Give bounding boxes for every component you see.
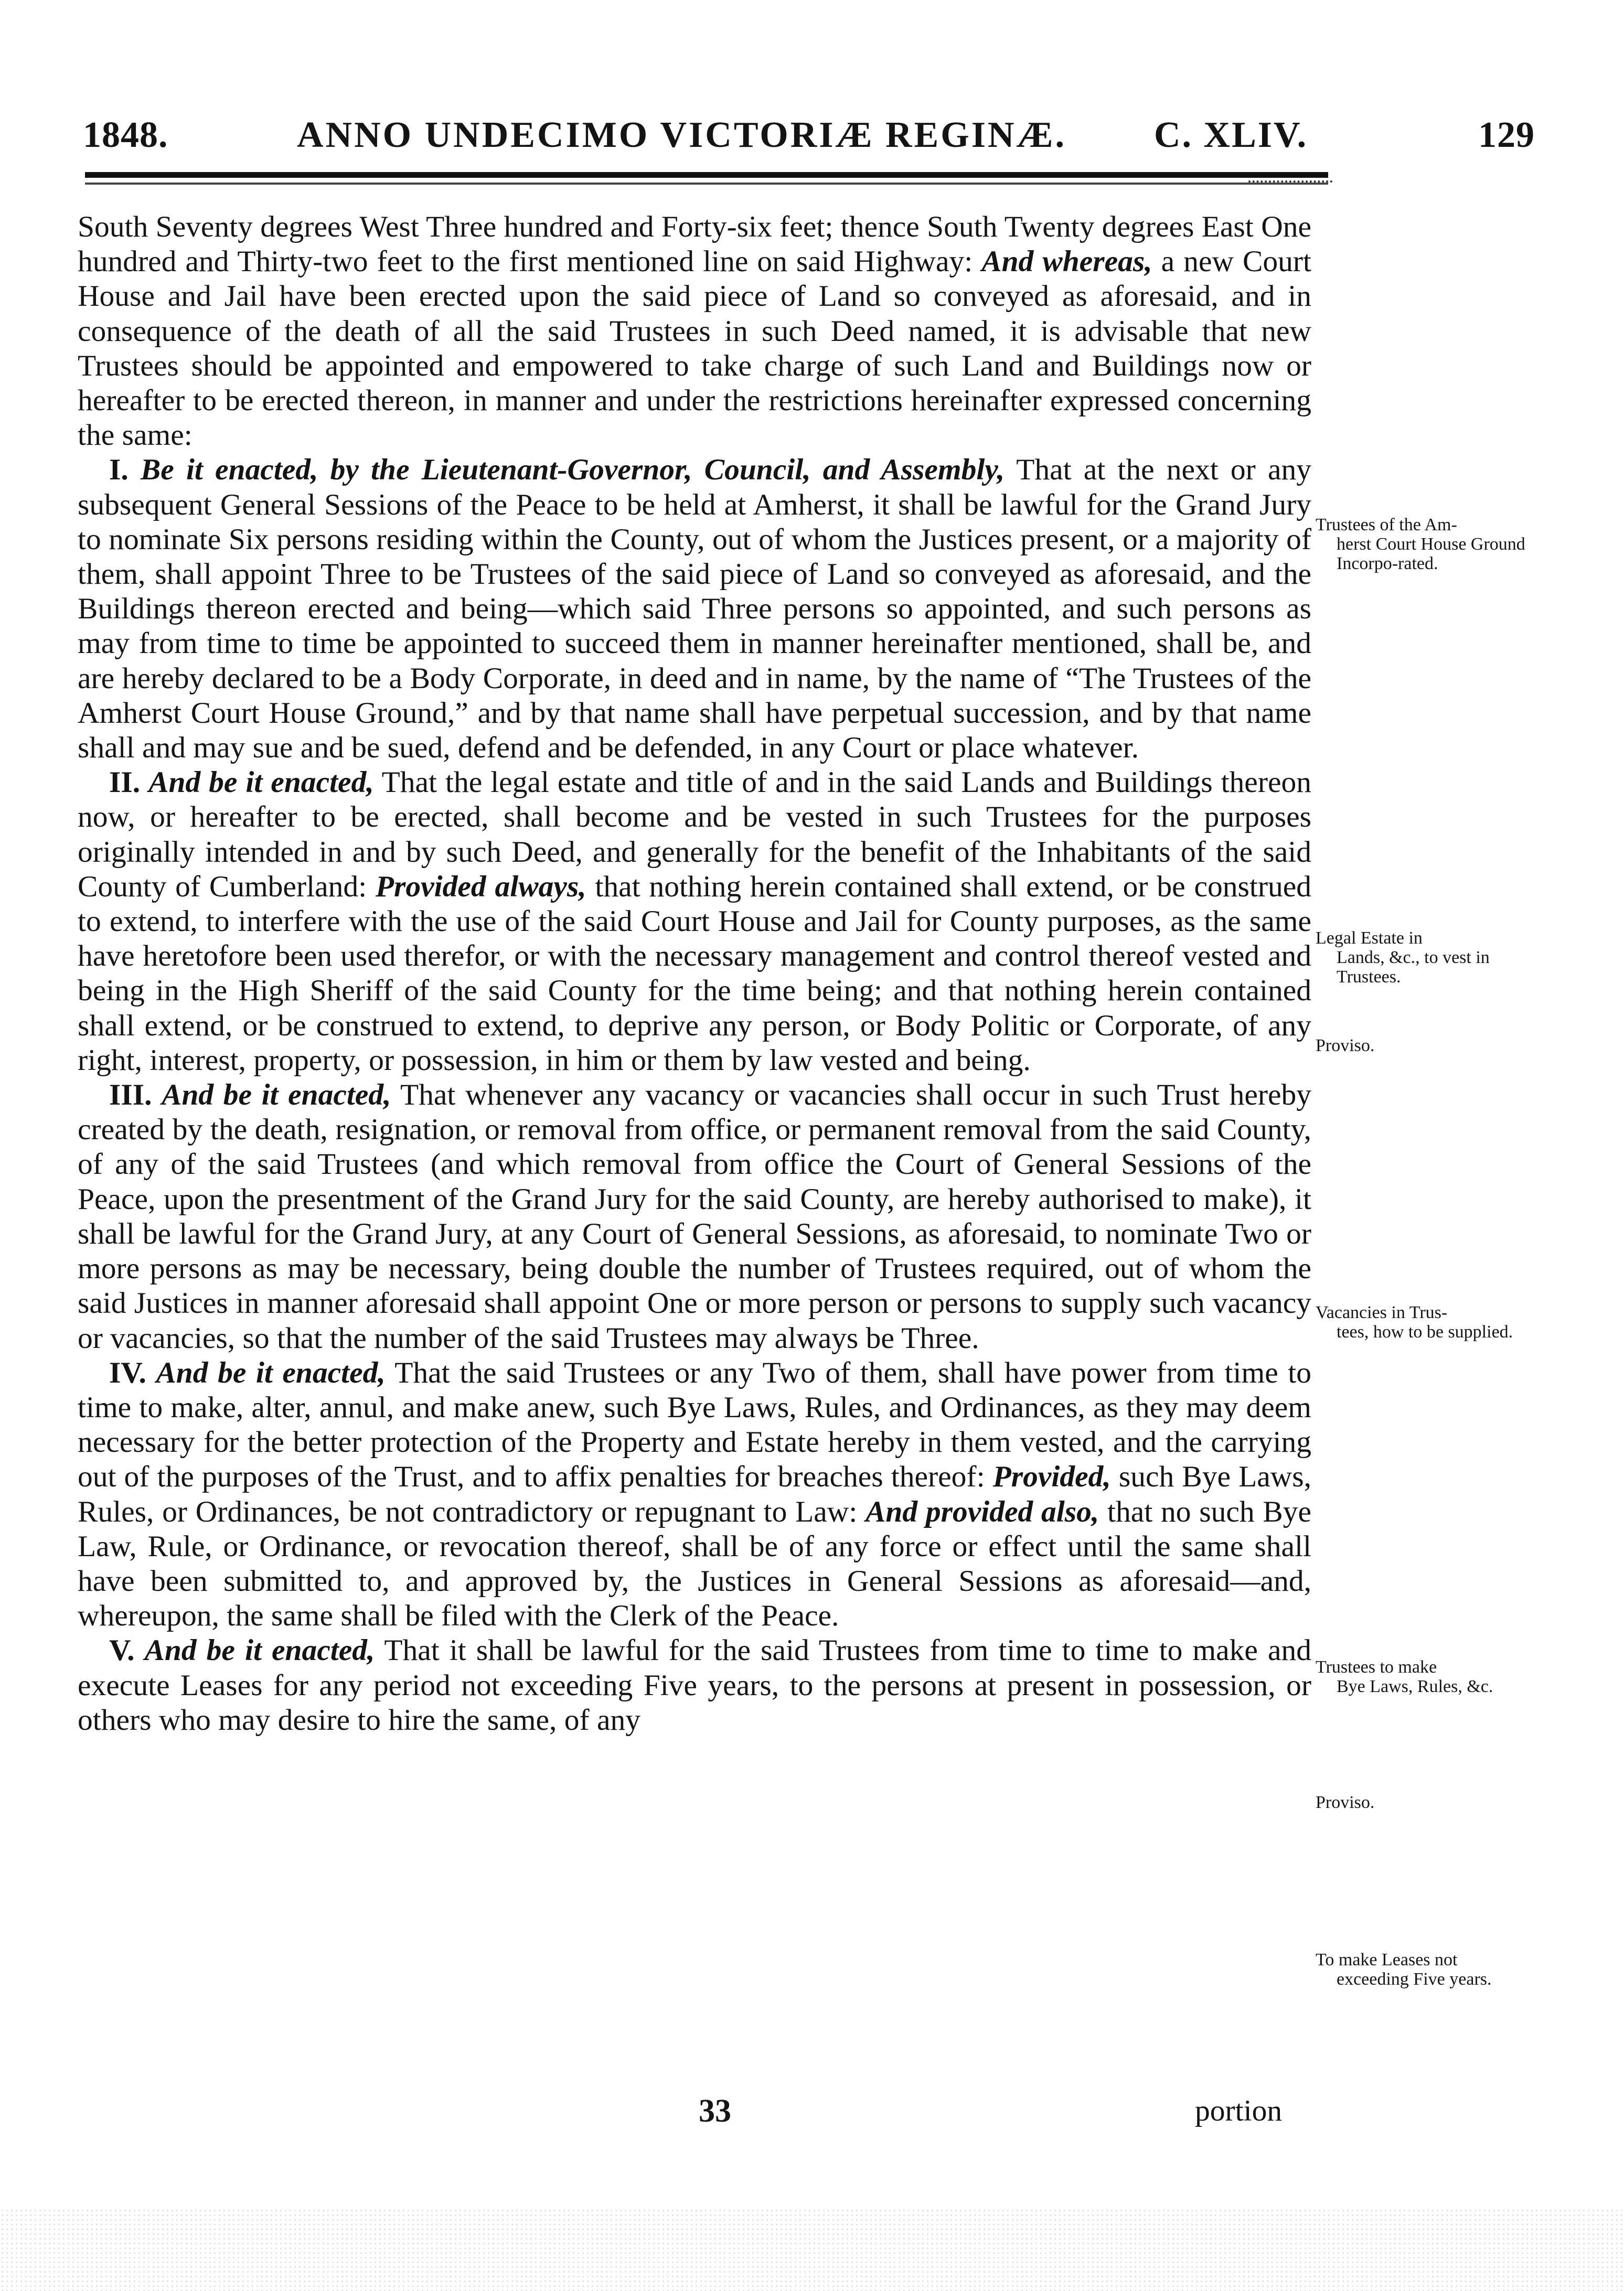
margin-note-proviso: Proviso. [1316,1793,1375,1812]
margin-note-trustees-incorporated: Trustees of the Am- herst Court House Ground Incorpo-rated. [1316,515,1525,573]
section-number: V. [109,1634,135,1667]
margin-note-legal-estate: Legal Estate in Lands, &c., to vest in Trustees. [1316,928,1490,987]
running-header [78,114,1536,172]
section-number: II. [109,766,141,799]
margin-note-proviso: Proviso. [1316,1036,1375,1055]
header-year: 1848. [83,115,168,155]
header-title: ANNO UNDECIMO VICTORIÆ REGINÆ. [297,115,1066,155]
catchword: portion [1195,2094,1283,2127]
section-1: I. Be it enacted, by the Lieutenant-Governor, Council, and Assembly, That at the next or any subsequent General Sessions of the Peace to be held at Amherst, it shall be lawful for the Grand Jury to nominate Six persons residing within the County, out of whom the Justices present, or a majority of them, shall appoint Three to be Trustees of the said piece of Land so conveyed as aforesaid, and the Buildings thereon erected and being—which said Three persons so appointed, and such persons as may from time to time be appointed to succeed them in manner hereinafter mentioned, shall be, and are hereby declared to be a Body Corporate, in deed and in name, by the name of “The Trustees of the Amherst Court House Ground,” and by that name shall have perpetual succession, and by that name shall and may sue and be sued, defend and be defended, in any Court or place whatever. [78,453,1311,765]
page-number: 129 [1478,115,1535,155]
section-3: III. And be it enacted, That whenever any vacancy or vacancies shall occur in such Trust hereby created by the death, resignation, or removal from office, or permanent removal from the said County, of any of the said Trustees (and which removal from office the Court of General Sessions of the Peace, upon the presentment of the Grand Jury for the said County, are hereby authorised to make), it shall be lawful for the Grand Jury, at any Court of General Sessions, as aforesaid, to nominate Two or more persons as may be necessary, being double the number of Trustees required, out of whom the said Justices in manner aforesaid shall appoint One or more person or persons to supply such vacancy or vacancies, so that the number of the said Trustees may always be Three. [78,1078,1312,1355]
margin-note-leases: To make Leases not exceeding Five years. [1316,1950,1492,1989]
section-number: I. [109,453,129,487]
section-4: IV. And be it enacted, That the said Trustees or any Two of them, shall have power from time to time to make, alter, annul, and make anew, such Bye Laws, Rules, and Ordinances, as they may deem necessary for the better protection of the Property and Estate hereby in them vested, and the carrying out of the purposes of the Trust, and to affix penalties for breaches thereof: Provided, such Bye Laws, Rules, or Ordinances, be not contradictory or repugnant to Law: And provided also, that no such Bye Law, Rule, or Ordinance, or revocation thereof, shall be of any force or effect until the same shall have been submitted to, and approved by, the Justices in General Sessions as aforesaid—and, whereupon, the same shall be filed with the Clerk of the Peace. [78,1356,1311,1633]
section-5: V. And be it enacted, That it shall be lawful for the said Trustees from time to time to make and execute Leases for any period not exceeding Five years, to the persons at present in possession, or others who may desire to hire the same, of any [78,1634,1311,1737]
header-rule-dotted [1248,180,1332,183]
header-rule [85,172,1328,178]
header-rule-thin [85,183,1328,185]
section-number: III. [109,1078,152,1112]
scan-artifact [0,2208,1624,2291]
section-2: II. And be it enacted, That the legal estate and title of and in the said Lands and Buildings thereon now, or hereafter to be erected, shall become and be vested in such Trustees for the purposes originally intended in and by such Deed, and generally for the benefit of the Inhabitants of the said County of Cumberland: Provided always, that nothing herein contained shall extend, or be construed to extend, to interfere with the use of the said Court House and Jail for County purposes, as the same have heretofore been used therefor, or with the necessary management and control thereof vested and being in the High Sheriff of the said County for the time being; and that nothing herein contained shall extend, or be construed to extend, to deprive any person, or Body Politic or Corporate, of any right, interest, property, or possession, in him or them by law vested and being. [78,766,1311,1077]
header-chapter: C. XLIV. [1154,115,1308,155]
margin-note-bye-laws: Trustees to make Bye Laws, Rules, &c. [1316,1657,1493,1696]
margin-note-vacancies: Vacancies in Trus- tees, how to be supplied. [1316,1303,1513,1342]
statute-text [78,210,1311,1738]
section-number: IV. [109,1356,146,1389]
preamble: South Seventy degrees West Three hundred and Forty-six feet; thence South Twenty degrees East One hundred and Thirty-two feet to the first mentioned line on said Highway: And whereas, a new Court House and Jail have been erected upon the said piece of Land so conveyed as aforesaid, and in consequence of the death of all the said Trustees in such Deed named, it is advisable that new Trustees should be appointed and empowered to take charge of such Land and Buildings now or hereafter to be erected thereon, in manner and under the restrictions hereinafter expressed concerning the same: [78,210,1311,452]
signature-mark: 33 [699,2093,731,2129]
